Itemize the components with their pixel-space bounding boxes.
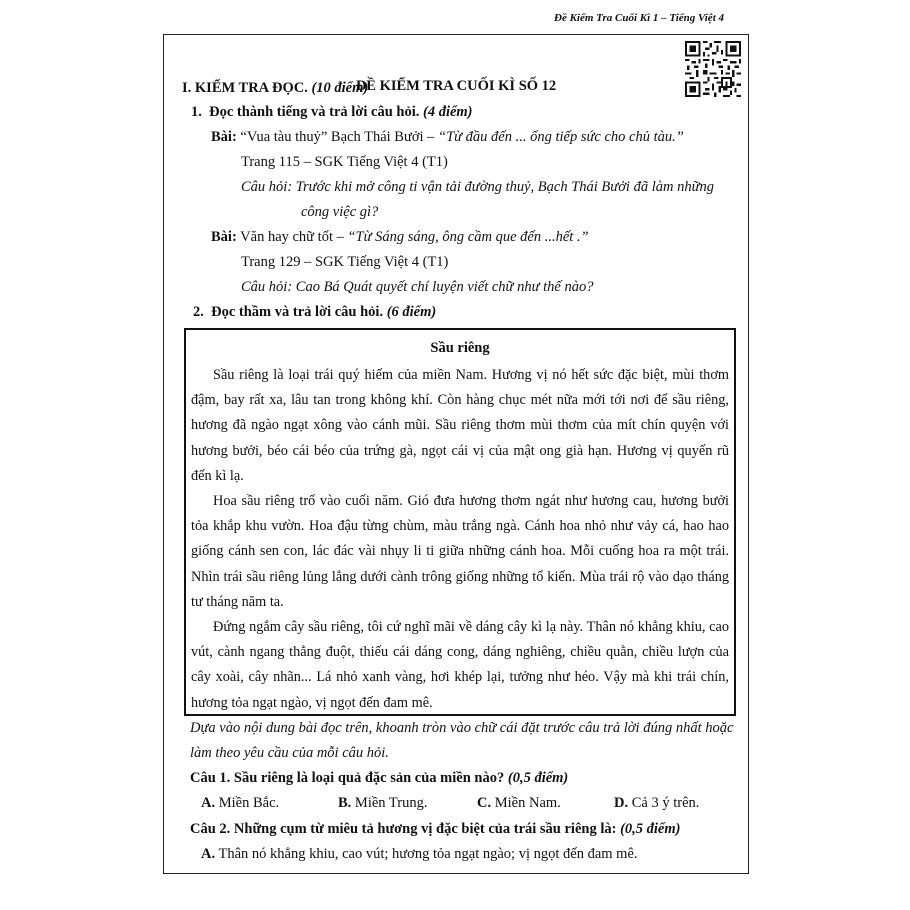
reading-1-line — [211, 129, 684, 146]
option-text: Miền Trung. — [354, 795, 428, 811]
passage-paragraph: Hoa sầu riêng trổ vào cuối năm. Gió đưa hương thơm ngát như hương cau, hương bưởi tỏa khắp khu vườn. Hoa đậu từng chùm, màu trắng ngà. Cánh hoa nhỏ như vảy cá, hao hao giống cánh sen con, lác đác vài nhụy li ti giữa những cánh hoa. Mỗi cuống hoa ra một trái. Nhìn trái sầu riêng lủng lẳng dưới cành trông giống những tổ kiến. Mùa trái rộ vào dạo tháng tư tháng năm ta. — [191, 493, 729, 610]
reading-1-question-cont: công việc gì? — [301, 204, 379, 220]
document-title: ĐỀ KIỂM TRA CUỐI KÌ SỐ 12 — [355, 78, 557, 94]
option-text: Cả 3 ý trên. — [631, 795, 700, 811]
question-1-score: (0,5 điểm) — [507, 770, 569, 786]
option-letter: A. — [201, 846, 216, 862]
option-letter: A. — [201, 795, 216, 811]
qr-code-icon — [685, 41, 741, 97]
reading-2-question: Câu hỏi: Cao Bá Quát quyết chí luyện viết chữ như thế nào? — [241, 279, 594, 295]
reading-excerpt: “Từ Sáng sáng, ông cầm que đến ...hết .” — [347, 229, 589, 245]
option-letter: D. — [614, 795, 629, 811]
passage-paragraph: Đứng ngắm cây sầu riêng, tôi cứ nghĩ mãi về dáng cây kì lạ này. Thân nó khẳng khiu, cao vút, cành ngang thẳng đuột, thiếu cái dáng cong, dáng nghiêng, chiều quằn, chiều lượn của cây xoài, cây nhãn... Lá nhỏ xanh vàng, hơi khép lại, tưởng như héo. Vậy mà khi trái chín, hương tỏa ngạt ngào, vị ngọt đến đam mê. — [191, 619, 729, 711]
reading-excerpt: “Từ đầu đến ... ống tiếp sức cho chủ tàu.” — [438, 129, 684, 145]
passage-box — [184, 328, 736, 716]
question-2-label: Câu 2. Những cụm từ miêu tả hương vị đặc biệt của trái sầu riêng là: — [190, 821, 617, 837]
reading-label: Bài: — [211, 229, 237, 245]
part2-number: 2. — [193, 304, 204, 320]
q2-option-a[interactable] — [201, 846, 638, 863]
part1-score: (4 điểm) — [422, 104, 473, 120]
reading-1-page: Trang 115 – SGK Tiếng Việt 4 (T1) — [241, 154, 448, 170]
q1-option-b[interactable] — [338, 795, 427, 812]
option-letter: B. — [338, 795, 352, 811]
reading-2-line — [211, 229, 589, 246]
question-2-score: (0,5 điểm) — [620, 821, 681, 837]
passage-text — [191, 363, 729, 716]
section-label: I. KIỂM TRA ĐỌC. — [182, 80, 308, 96]
section-heading — [182, 80, 368, 97]
q1-option-d[interactable] — [614, 795, 699, 812]
part2-heading — [193, 304, 436, 321]
reading-label: Bài: — [211, 129, 237, 145]
passage-title: Sầu riêng — [430, 340, 490, 356]
reading-2-page: Trang 129 – SGK Tiếng Việt 4 (T1) — [241, 254, 449, 270]
section-score: (10 điểm) — [311, 80, 369, 96]
q1-option-a[interactable] — [201, 795, 279, 812]
part1-number: 1. — [191, 104, 202, 120]
q1-option-c[interactable] — [477, 795, 561, 812]
option-letter: C. — [477, 795, 492, 811]
instruction-line: Dựa vào nội dung bài đọc trên, khoanh tròn vào chữ cái đặt trước câu trả lời đúng nhất hoặc — [190, 720, 734, 736]
question-1 — [190, 770, 568, 787]
option-text: Miền Bắc. — [218, 795, 280, 811]
part1-label: Đọc thành tiếng và trả lời câu hỏi. — [209, 104, 420, 120]
reading-title: “Vua tàu thuỷ” Bạch Thái Bưởi – — [240, 129, 435, 145]
part1-heading — [191, 104, 473, 121]
question-1-label: Câu 1. Sầu riêng là loại quả đặc sản của miền nào? — [190, 770, 505, 786]
option-text: Miền Nam. — [494, 795, 561, 811]
reading-1-question: Câu hỏi: Trước khi mở công ti vận tải đường thuỷ, Bạch Thái Bưởi đã làm những — [241, 179, 714, 195]
part2-score: (6 điểm) — [386, 304, 437, 320]
passage-paragraph: Sầu riêng là loại trái quý hiếm của miền Nam. Hương vị nó hết sức đặc biệt, mùi thơm đậm, bay rất xa, lâu tan trong không khí. Còn hàng chục mét nữa mới tới nơi để sầu riêng, hương đã ngào ngạt xông vào cánh mũi. Sầu riêng thơm mùi thơm của mít chín quyện với hương bưởi, béo cái béo của trứng gà, ngọt cái vị của mật ong già hạn. Hương vị quyến rũ đến kì lạ. — [191, 367, 729, 484]
running-header: Đề Kiểm Tra Cuối Kì 1 – Tiếng Việt 4 — [554, 12, 724, 24]
option-text: Thân nó khẳng khiu, cao vút; hương tỏa ngạt ngào; vị ngọt đến đam mê. — [218, 846, 638, 862]
reading-title: Văn hay chữ tốt – — [240, 229, 344, 245]
question-2 — [190, 821, 680, 838]
part2-label: Đọc thầm và trả lời câu hỏi. — [211, 304, 384, 320]
instruction-line-cont: làm theo yêu cầu của mỗi câu hỏi. — [190, 745, 389, 761]
